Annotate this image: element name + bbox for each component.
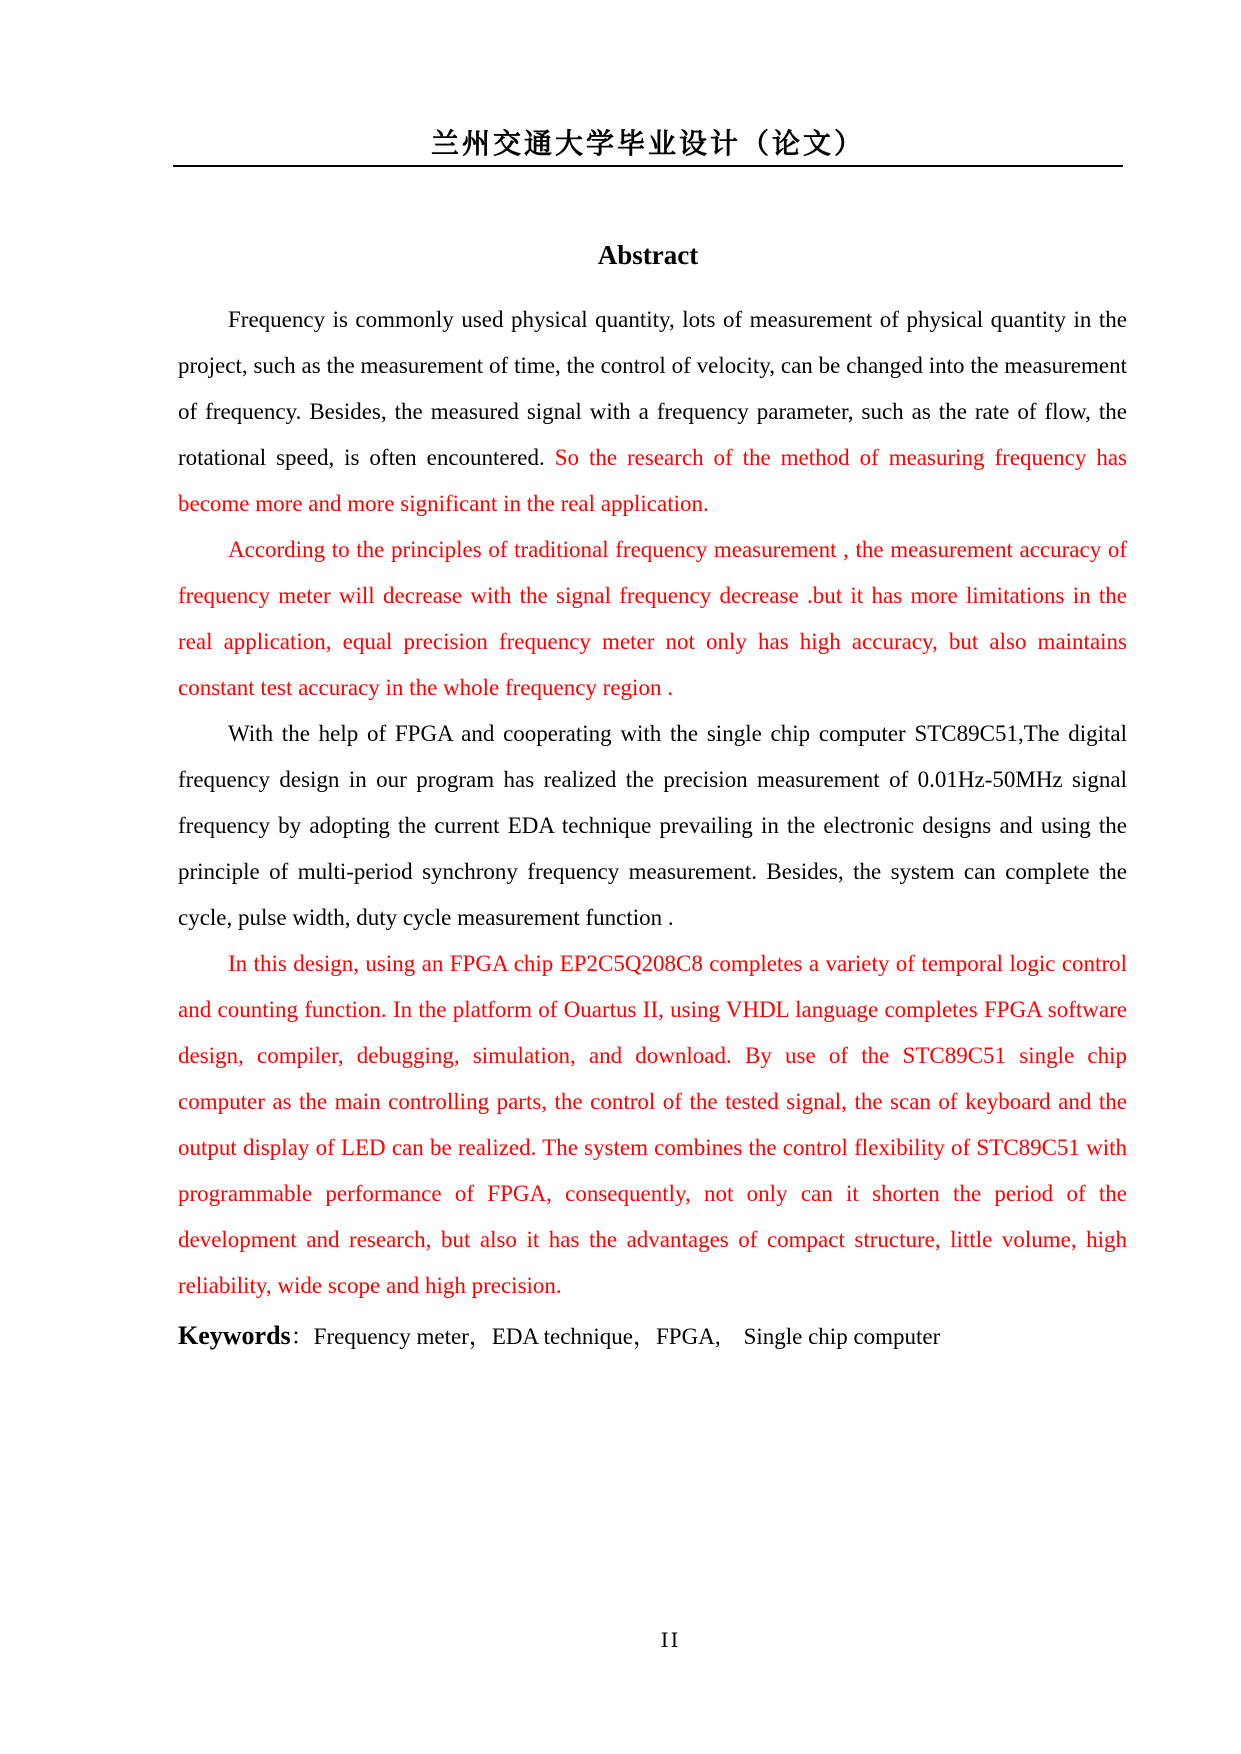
- keywords-label: Keywords: [178, 1321, 291, 1350]
- header-rule: [173, 165, 1123, 167]
- paragraph-1-highlight: So the research of the method of measuring frequency has become more and more significant in the real application.: [178, 445, 1127, 516]
- paragraph-1: [178, 297, 1127, 527]
- abstract-title: Abstract: [597, 240, 699, 270]
- paragraph-2: According to the principles of traditional frequency measurement , the measurement accuracy of frequency meter will decrease with the signal frequency decrease .but it has more limitations in the real application, equal precision frequency meter not only has high accuracy, but also maintains constant test accuracy in the whole frequency region .: [178, 537, 1127, 700]
- running-header: 兰州交通大学毕业设计（论文）: [430, 127, 865, 160]
- paragraph-3: With the help of FPGA and cooperating with the single chip computer STC89C51,The digital frequency design in our program has realized the precision measurement of 0.01Hz-50MHz signal frequency by adopting the current EDA technique prevailing in the electronic designs and using the principle of multi-period synchrony frequency measurement. Besides, the system can complete the cycle, pulse width, duty cycle measurement function .: [178, 721, 1127, 930]
- abstract-body: [178, 297, 1127, 1360]
- page-number: II: [660, 1628, 681, 1652]
- paragraph-1-text: Frequency is commonly used physical quantity, lots of measurement of physical quantity in the project, such as the measurement of time, the control of velocity, can be changed into the measurement of frequency. Besides, the measured signal with a frequency parameter, such as the rate of flow, the rotational speed, is often encountered.: [178, 307, 1127, 470]
- keywords-line: [178, 1313, 1127, 1360]
- paragraph-4: In this design, using an FPGA chip EP2C5Q208C8 completes a variety of temporal logic control and counting function. In the platform of Ouartus II, using VHDL language completes FPGA software design, compiler, debugging, simulation, and download. By use of the STC89C51 single chip computer as the main controlling parts, the control of the tested signal, the scan of keyboard and the output display of LED can be realized. The system combines the control flexibility of STC89C51 with programmable performance of FPGA, consequently, not only can it shorten the period of the development and research, but also it has the advantages of compact structure, little volume, high reliability, wide scope and high precision.: [178, 951, 1127, 1298]
- keywords-text: ：Frequency meter，EDA technique，FPGA, Single chip computer: [290, 1324, 941, 1349]
